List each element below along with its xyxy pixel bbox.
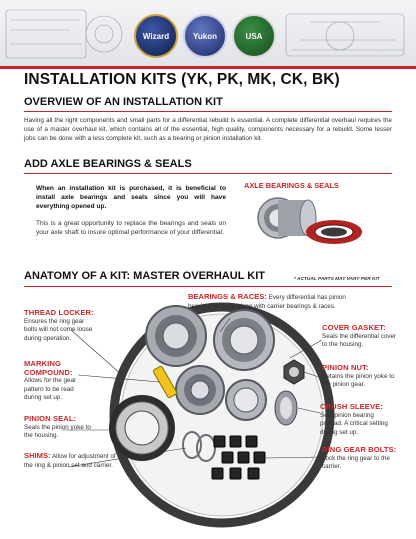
overview-heading: OVERVIEW OF AN INSTALLATION KIT [24,96,223,108]
callout-marking-compound: MARKING COMPOUND: Allows for the gear pattern to be read during set up. [24,359,77,402]
page-title: INSTALLATION KITS (YK, PK, MK, CK, BK) [24,71,340,88]
pinion-race-icon [226,380,266,420]
callout-pinion-nut: PINION NUT: Retains the pinion yoke to the pinion gear. [322,363,395,389]
parts-vary-note: * ACTUAL PARTS MAY VARY PER KIT [294,277,380,282]
wizard-logo-icon: Wizard [134,14,178,58]
callout-ring-gear-bolts: RING GEAR BOLTS: Lock the ring gear to the carrier. [322,445,397,471]
axle-heading: ADD AXLE BEARINGS & SEALS [24,158,192,170]
callout-cover-gasket: COVER GASKET: Seals the differential cover to the housing. [322,323,397,349]
anatomy-heading: ANATOMY OF A KIT: MASTER OVERHAUL KIT [24,270,265,282]
callout-thread-locker: THREAD LOCKER: Ensures the ring gear bolts will not come loose during operation. [24,308,94,342]
pinion-bearing-icon [176,366,224,414]
axle-text-bold: When an installation kit is purchased, it is beneficial to install axle bearings and seals since you will have everything opened up. [36,185,226,211]
yukon-logo-icon: Yukon [183,14,227,58]
axle-image-label: AXLE BEARINGS & SEALS [244,181,339,190]
callout-crush-sleeve: CRUSH SLEEVE: Sets pinion bearing preload. A critical setting during set up. [320,402,388,436]
crush-sleeve-icon [275,391,297,425]
carrier-bearing-icon [146,306,206,366]
callout-shims: SHIMS: Allow for adjustment of the ring & pinion set and carrier. [24,451,116,469]
callout-pinion-seal: PINION SEAL: Seals the pinion yoke to the housing. [24,414,91,440]
axle-text: This is a great opportunity to replace the bearings and seals on your axle shaft to insure optimal performance of your differential. [36,220,226,237]
usa-logo-icon: USA [232,14,276,58]
carrier-race-icon [214,310,274,370]
callout-bearings-races: BEARINGS & RACES: Every differential has pinion bearings & races along with carrier bearings & races. [188,292,346,310]
overview-text: Having all the right components and small parts for a differential rebuild is essential. A complete differential overhaul requires the use of a master overhaul kit, which contains all of the essential, high quality, components necessary for a rebuild. Some lesser jobs can be done with a less complete kit, such as a bearing or pinion installation kit. [24,117,392,143]
